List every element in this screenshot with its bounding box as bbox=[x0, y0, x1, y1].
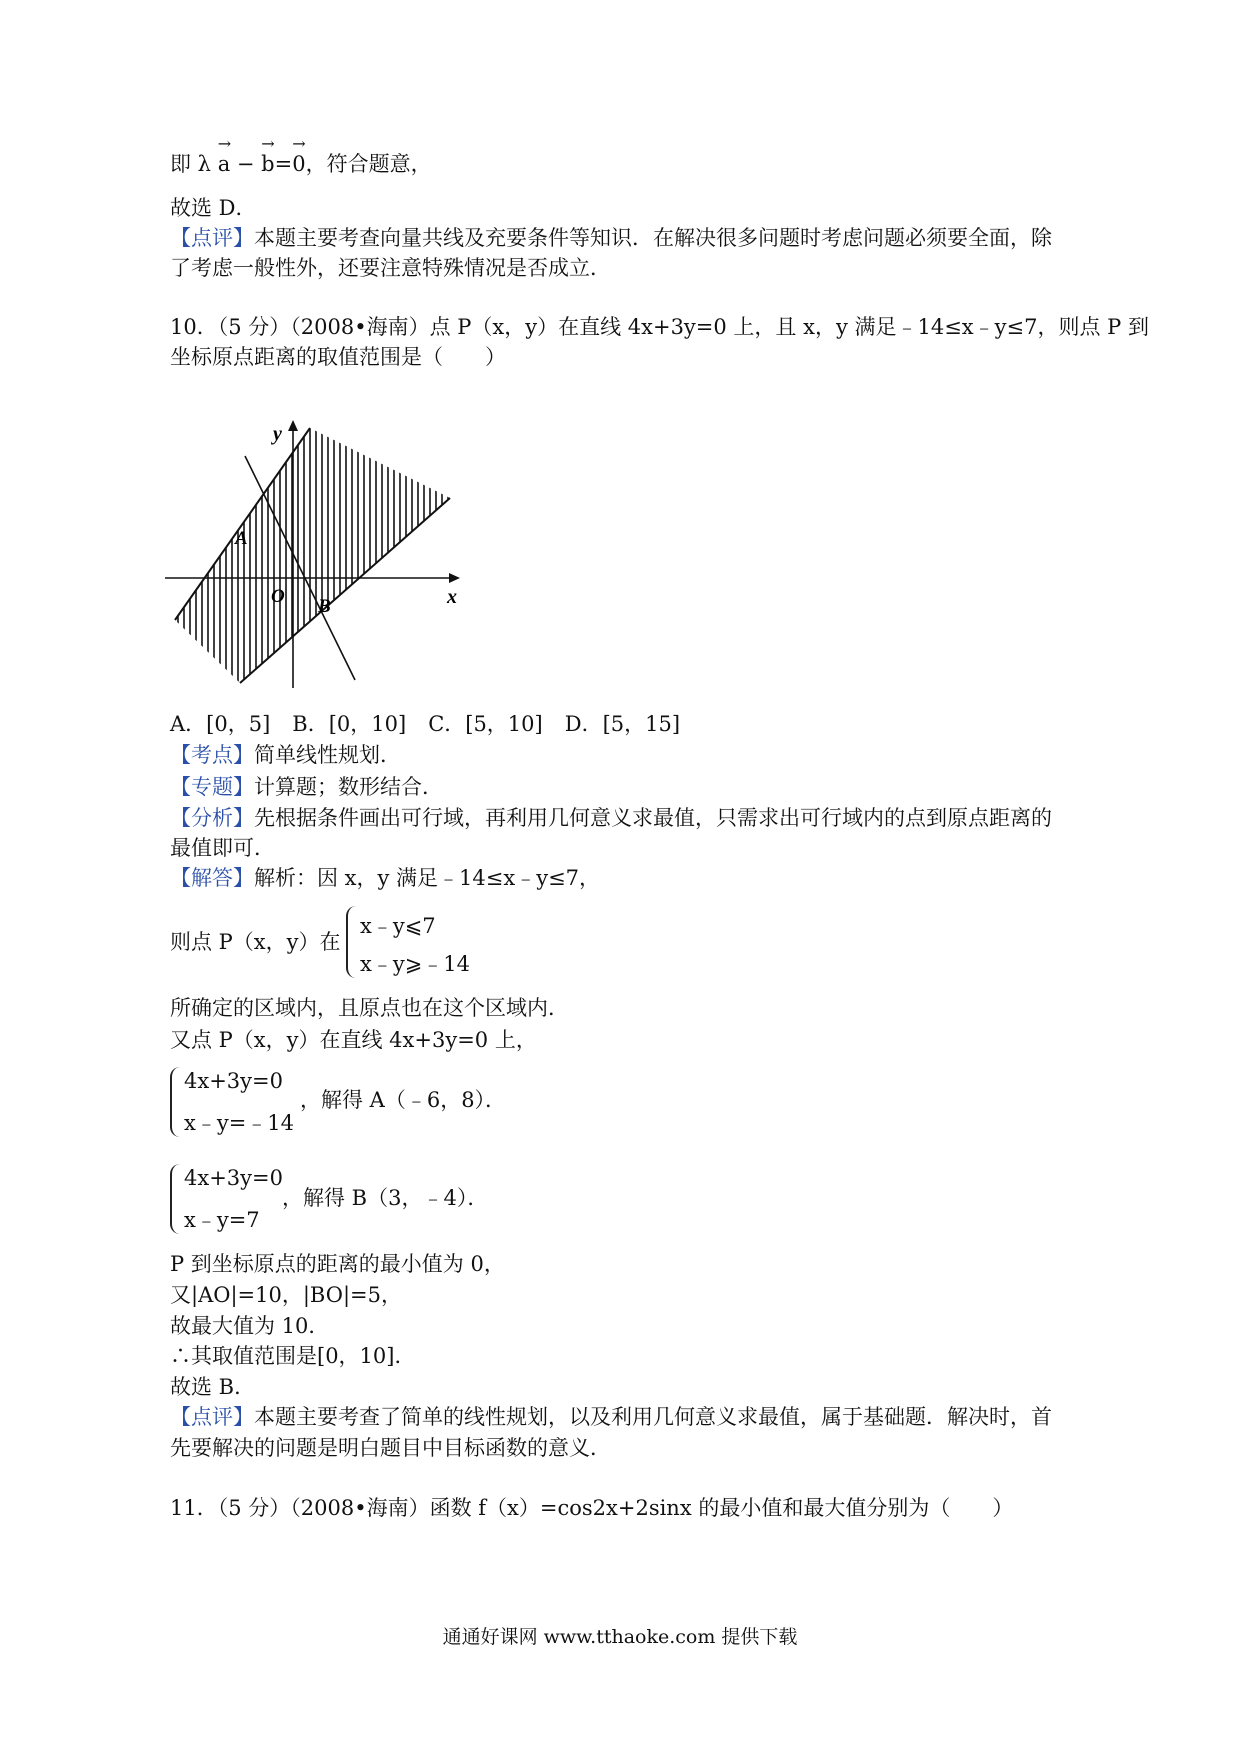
prev-choose-line: 故选 D． bbox=[170, 196, 257, 220]
x-axis-label: x bbox=[447, 586, 457, 608]
left-brace bbox=[170, 1164, 182, 1234]
sys-b-result: ，解得 B（3，﹣4）． bbox=[282, 1186, 489, 1210]
region-system bbox=[346, 906, 506, 978]
equals-sign: = bbox=[274, 152, 293, 176]
jieda-line bbox=[170, 868, 600, 889]
point-b-label: B bbox=[318, 596, 331, 617]
vector-b: → b bbox=[261, 150, 274, 175]
q10-review-line-2: 先要解决的问题是明白题目中目标函数的意义． bbox=[170, 1436, 611, 1460]
zhuanti-text: 计算题；数形结合． bbox=[254, 775, 443, 799]
q10-choose-line: 故选 B． bbox=[170, 1375, 256, 1399]
region-prefix: 则点 P（x，y）在 bbox=[170, 930, 341, 954]
q10-stem-line-2: 坐标原点距离的取值范围是（ ） bbox=[170, 345, 506, 369]
option-a: A．[0，5] bbox=[170, 712, 271, 736]
option-d: D．[5，15] bbox=[564, 712, 681, 736]
review-text: 本题主要考查向量共线及充要条件等知识．在解决很多问题时考虑问题必须要全面，除 bbox=[254, 226, 1052, 250]
vector-zero: → 0 bbox=[292, 150, 305, 175]
max-line: 故最大值为 10． bbox=[170, 1314, 330, 1338]
line-again: 又点 P（x，y）在直线 4x+3y=0 上， bbox=[170, 1028, 537, 1052]
q10-options bbox=[170, 714, 680, 735]
page-footer: 通通好课网 www.tthaoke.com 提供下载 bbox=[442, 1626, 798, 1648]
shaded-region bbox=[175, 428, 450, 683]
y-axis-arrow bbox=[288, 420, 298, 431]
kaodian-text: 简单线性规划． bbox=[254, 743, 401, 767]
jieda-tag: 【解答】 bbox=[170, 866, 254, 890]
lambda-prefix: 即 λ bbox=[170, 152, 211, 176]
review-tag: 【点评】 bbox=[170, 1405, 254, 1429]
system-a bbox=[170, 1067, 310, 1137]
review-text: 本题主要考查了简单的线性规划，以及利用几何意义求最值，属于基础题．解决时，首 bbox=[254, 1405, 1052, 1429]
zhuanti-tag: 【专题】 bbox=[170, 775, 254, 799]
kaodian-tag: 【考点】 bbox=[170, 743, 254, 767]
review-tag: 【点评】 bbox=[170, 226, 254, 250]
origin-label: O bbox=[271, 586, 285, 607]
y-axis-label: y bbox=[273, 423, 282, 445]
min-line: P 到坐标原点的距离的最小值为 0， bbox=[170, 1252, 505, 1276]
x-axis-arrow bbox=[449, 573, 460, 583]
prev-review-line-2: 了考虑一般性外，还要注意特殊情况是否成立． bbox=[170, 256, 611, 280]
option-c: C．[5，10] bbox=[428, 712, 543, 736]
ao-bo-line: 又|AO|=10，|BO|=5， bbox=[170, 1283, 402, 1307]
minus-sign: − bbox=[230, 152, 262, 176]
fenxi-line-1 bbox=[170, 808, 1052, 829]
left-brace bbox=[346, 906, 358, 978]
jieda-text: 解析：因 x，y 满足﹣14≤x﹣y≤7， bbox=[254, 866, 601, 890]
q10-stem-line-1: 10．（5 分）（2008•海南）点 P（x，y）在直线 4x+3y=0 上，且 x，y 满足﹣14≤x﹣y≤7，则点 P 到 bbox=[170, 315, 1149, 339]
prev-review-line-1 bbox=[170, 228, 1052, 249]
region-ineq-2: x﹣y⩾﹣14 bbox=[360, 952, 471, 976]
feasible-region-figure bbox=[165, 418, 475, 688]
lambda-suffix: ，符合题意， bbox=[305, 152, 432, 176]
q10-review-line-1 bbox=[170, 1407, 1052, 1428]
option-b: B．[0，10] bbox=[292, 712, 407, 736]
lambda-equation-line bbox=[170, 150, 432, 175]
vector-a: → a bbox=[218, 150, 231, 175]
sys-a-eq-1: 4x+3y=0 bbox=[184, 1069, 283, 1093]
zhuanti-line bbox=[170, 777, 443, 798]
fenxi-text: 先根据条件画出可行域，再利用几何意义求最值，只需求出可行域内的点到原点距离的 bbox=[254, 806, 1052, 830]
sys-a-result: ，解得 A（﹣6，8）． bbox=[300, 1088, 507, 1112]
fenxi-tag: 【分析】 bbox=[170, 806, 254, 830]
sys-b-eq-2: x﹣y=7 bbox=[184, 1208, 260, 1232]
left-brace bbox=[170, 1067, 182, 1137]
sys-a-eq-2: x﹣y=﹣14 bbox=[184, 1111, 295, 1135]
fenxi-line-2: 最值即可． bbox=[170, 836, 275, 860]
q11-stem-line-1: 11．（5 分）（2008•海南）函数 f（x）=cos2x+2sinx 的最小值和最大值分别为（ ） bbox=[170, 1496, 1014, 1520]
sys-b-eq-1: 4x+3y=0 bbox=[184, 1166, 283, 1190]
range-line: ∴其取值范围是[0，10]． bbox=[170, 1344, 416, 1368]
region-ineq-1: x﹣y⩽7 bbox=[360, 914, 436, 938]
point-a-label: A bbox=[235, 528, 248, 549]
region-after-line: 所确定的区域内，且原点也在这个区域内． bbox=[170, 996, 569, 1020]
kaodian-line bbox=[170, 745, 401, 766]
